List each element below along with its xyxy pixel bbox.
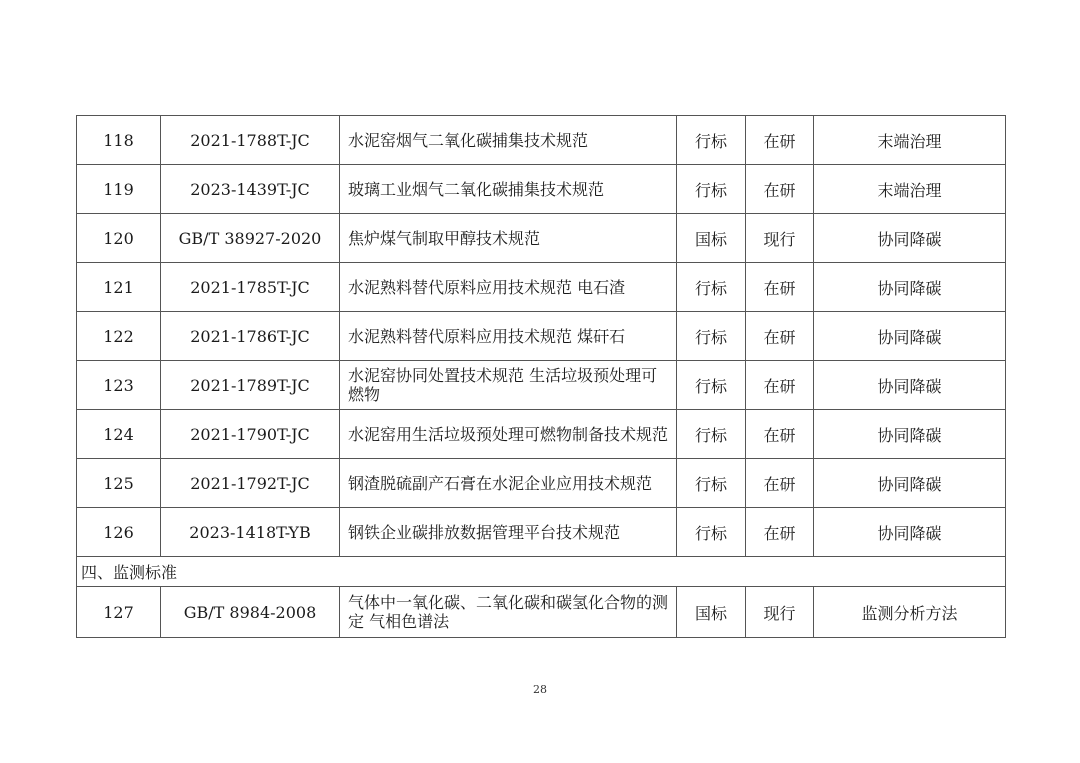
- standard-code: 2021-1792T-JC: [161, 459, 340, 508]
- standard-category: 协同降碳: [814, 214, 1006, 263]
- standard-status: 在研: [746, 116, 814, 165]
- section-title: 四、监测标准: [77, 557, 1006, 587]
- standard-status: 现行: [746, 214, 814, 263]
- standard-status: 在研: [746, 263, 814, 312]
- table-row: [77, 165, 1006, 214]
- standard-name: 水泥窑用生活垃圾预处理可燃物制备技术规范: [340, 410, 677, 459]
- standard-status: 在研: [746, 312, 814, 361]
- standard-name: 玻璃工业烟气二氧化碳捕集技术规范: [340, 165, 677, 214]
- standard-code: 2021-1785T-JC: [161, 263, 340, 312]
- row-number: 118: [77, 116, 161, 165]
- standard-status: 在研: [746, 459, 814, 508]
- section-header-row: [77, 557, 1006, 587]
- standard-code: 2023-1439T-JC: [161, 165, 340, 214]
- standard-category: 末端治理: [814, 116, 1006, 165]
- standard-category: 协同降碳: [814, 312, 1006, 361]
- standard-name: 钢渣脱硫副产石膏在水泥企业应用技术规范: [340, 459, 677, 508]
- standard-name: 气体中一氧化碳、二氧化碳和碳氢化合物的测定 气相色谱法: [340, 587, 677, 638]
- standard-status: 现行: [746, 587, 814, 638]
- standard-code: 2021-1790T-JC: [161, 410, 340, 459]
- standard-category: 协同降碳: [814, 410, 1006, 459]
- page-number: 28: [533, 683, 547, 696]
- row-number: 125: [77, 459, 161, 508]
- standard-type: 行标: [677, 116, 746, 165]
- standard-name: 水泥熟料替代原料应用技术规范 煤矸石: [340, 312, 677, 361]
- table-row: [77, 263, 1006, 312]
- standard-code: 2021-1789T-JC: [161, 361, 340, 410]
- table-row: [77, 508, 1006, 557]
- standard-code: 2021-1788T-JC: [161, 116, 340, 165]
- standard-status: 在研: [746, 165, 814, 214]
- standard-category: 末端治理: [814, 165, 1006, 214]
- row-number: 120: [77, 214, 161, 263]
- standard-status: 在研: [746, 508, 814, 557]
- standard-type: 行标: [677, 410, 746, 459]
- standard-type: 行标: [677, 508, 746, 557]
- standard-code: 2023-1418T-YB: [161, 508, 340, 557]
- standard-code: GB/T 8984-2008: [161, 587, 340, 638]
- row-number: 122: [77, 312, 161, 361]
- row-number: 126: [77, 508, 161, 557]
- standards-table: [76, 115, 1006, 638]
- row-number: 123: [77, 361, 161, 410]
- standard-category: 协同降碳: [814, 263, 1006, 312]
- standard-name: 水泥窑烟气二氧化碳捕集技术规范: [340, 116, 677, 165]
- standard-type: 行标: [677, 263, 746, 312]
- standard-type: 国标: [677, 587, 746, 638]
- standard-status: 在研: [746, 410, 814, 459]
- row-number: 124: [77, 410, 161, 459]
- standard-category: 协同降碳: [814, 361, 1006, 410]
- standard-status: 在研: [746, 361, 814, 410]
- table-row: [77, 410, 1006, 459]
- standard-category: 协同降碳: [814, 459, 1006, 508]
- standard-code: 2021-1786T-JC: [161, 312, 340, 361]
- standard-type: 行标: [677, 312, 746, 361]
- standard-code: GB/T 38927-2020: [161, 214, 340, 263]
- standard-type: 行标: [677, 459, 746, 508]
- standard-name: 焦炉煤气制取甲醇技术规范: [340, 214, 677, 263]
- table-row: [77, 587, 1006, 638]
- standard-name: 钢铁企业碳排放数据管理平台技术规范: [340, 508, 677, 557]
- row-number: 127: [77, 587, 161, 638]
- table-row: [77, 116, 1006, 165]
- row-number: 119: [77, 165, 161, 214]
- standard-category: 监测分析方法: [814, 587, 1006, 638]
- standard-name: 水泥熟料替代原料应用技术规范 电石渣: [340, 263, 677, 312]
- standard-type: 国标: [677, 214, 746, 263]
- table-row: [77, 312, 1006, 361]
- standard-type: 行标: [677, 361, 746, 410]
- standard-type: 行标: [677, 165, 746, 214]
- table-row: [77, 459, 1006, 508]
- standard-category: 协同降碳: [814, 508, 1006, 557]
- standard-name: 水泥窑协同处置技术规范 生活垃圾预处理可燃物: [340, 361, 677, 410]
- table-row: [77, 214, 1006, 263]
- table-row: [77, 361, 1006, 410]
- row-number: 121: [77, 263, 161, 312]
